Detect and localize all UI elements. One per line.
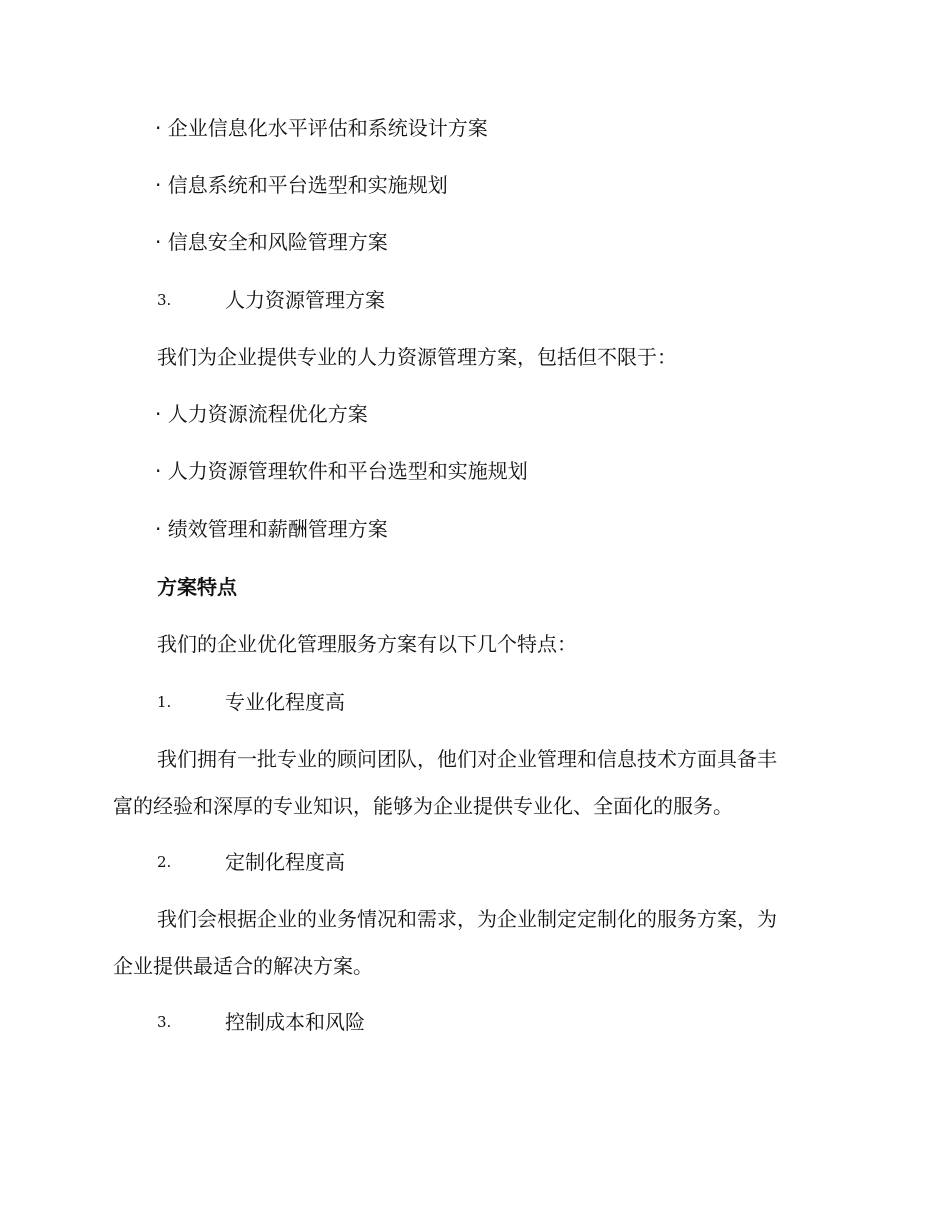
bullet-item: · 人力资源管理软件和平台选型和实施规划 xyxy=(155,459,528,483)
bullet-item: · 绩效管理和薪酬管理方案 xyxy=(155,517,388,541)
list-item-title: 专业化程度高 xyxy=(225,690,345,714)
list-item-title: 控制成本和风险 xyxy=(225,1010,365,1034)
paragraph-line: 我们会根据企业的业务情况和需求，为企业制定定制化的服务方案，为 xyxy=(157,907,777,931)
list-number: 2. xyxy=(157,853,172,871)
paragraph-line: 企业提供最适合的解决方案。 xyxy=(113,954,373,978)
list-item-title: 人力资源管理方案 xyxy=(225,288,385,312)
paragraph-line: 我们拥有一批专业的顾问团队，他们对企业管理和信息技术方面具备丰 xyxy=(157,747,777,771)
bullet-item: · 企业信息化水平评估和系统设计方案 xyxy=(155,116,488,140)
section-heading: 方案特点 xyxy=(157,575,237,599)
list-item-title: 定制化程度高 xyxy=(225,850,345,874)
paragraph: 我们为企业提供专业的人力资源管理方案，包括但不限于： xyxy=(157,345,677,369)
paragraph-line: 富的经验和深厚的专业知识，能够为企业提供专业化、全面化的服务。 xyxy=(113,794,733,818)
list-number: 1. xyxy=(157,693,172,711)
bullet-item: · 信息系统和平台选型和实施规划 xyxy=(155,173,448,197)
bullet-item: · 信息安全和风险管理方案 xyxy=(155,230,388,254)
bullet-item: · 人力资源流程优化方案 xyxy=(155,402,368,426)
paragraph: 我们的企业优化管理服务方案有以下几个特点： xyxy=(157,632,577,656)
list-number: 3. xyxy=(157,291,172,309)
list-number: 3. xyxy=(157,1013,172,1031)
